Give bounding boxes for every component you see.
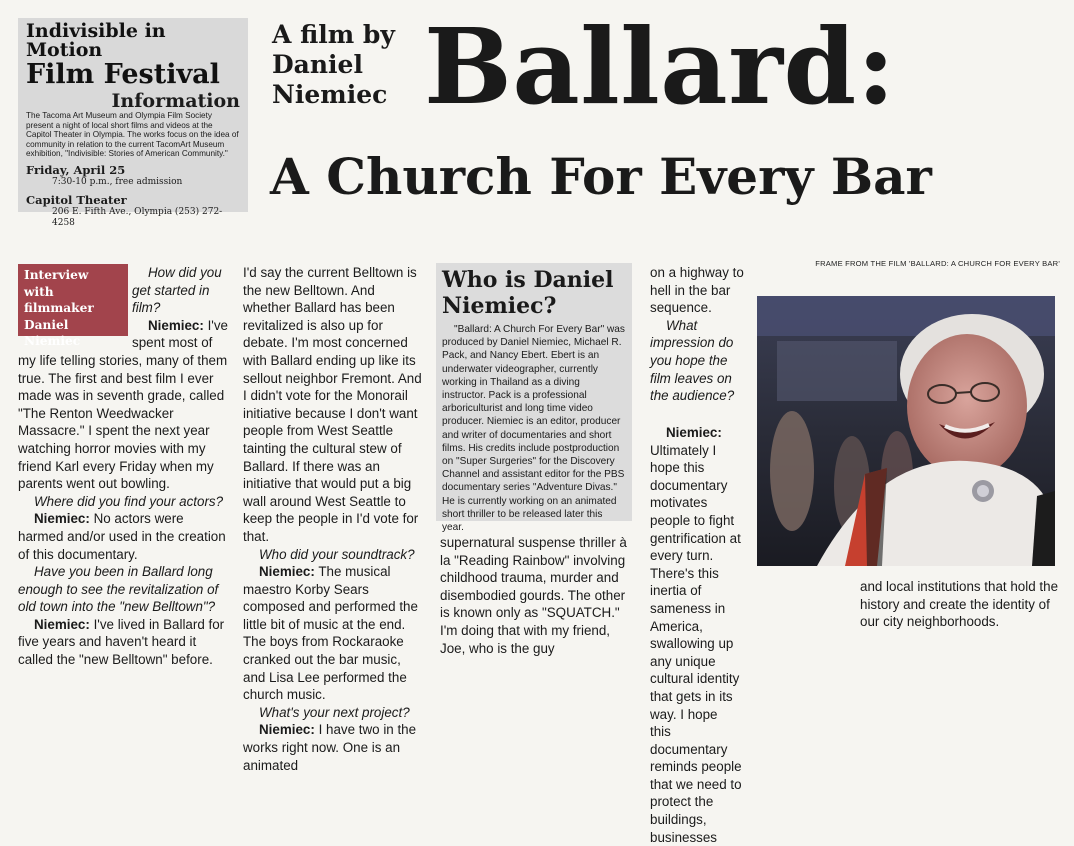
article-column-4	[650, 264, 745, 405]
answer-3-continued: I'd say the current Belltown is the new Belltown. And whether Ballard has been revitalized is also up for debate. I'm most concerned with Ballard ending up like its sellout neighbor Fremont. And I didn't vote for the Monorail initiative because I don't want people from West Seattle tainting the cultural stew of Ballard. If there was an initiative that would put a big wall around West Seattle to keep the people in I'd vote for that.	[243, 265, 422, 544]
sidebar-body: "Ballard: A Church For Every Bar" was produced by Daniel Niemiec, Michael R. Pack, and Nancy Ebert. Ebert is an underwater videographer, currently working in Thailand as a diving instructor. Pack is a professional arboriculturist and long time video producer. Niemiec is an editor, producer and writer of documentaries and short films. His credits include postproduction on "Super Surgeries" for the Discovery Channel and assistant editor for the PBS documentary series "Adventure Divas." He is currently working on an animated short thriller to be released later this year.	[442, 324, 625, 534]
speaker-label: Niemiec:	[666, 425, 722, 440]
speaker-label: Niemiec:	[34, 616, 90, 632]
question-6: What impression do you hope the film leaves on the audience?	[650, 317, 735, 404]
article-column-2	[243, 264, 423, 774]
answer-2	[18, 510, 228, 563]
interview-tag-line1: Interview with	[24, 268, 89, 299]
answer-5-continued: supernatural suspense thriller à la "Reading Rainbow" involving childhood trauma, murder and disembodied gourds. The other is known only as "SQUATCH." I'm doing that with my friend, Joe, who is the guy	[440, 535, 627, 656]
answer-4-text: The musical maestro Korby Sears composed and performed the little bit of music at the end. The boys from Rockaraoke cranked out the bar music, and Lisa Lee performed the church music.	[243, 564, 418, 703]
interview-tag-line4: Niemiec	[24, 334, 81, 348]
byline-line1: A film by	[272, 20, 395, 49]
festival-address: 206 E. Fifth Ave., Olympia (253) 272-4258	[52, 206, 223, 228]
answer-3-text: I've lived in Ballard for five years and haven't heard it called the "new Belltown" before.	[18, 616, 225, 668]
article-column-4-lower	[650, 424, 742, 846]
byline-line3: Niemiec	[272, 80, 388, 109]
sidebar-title: Who is Daniel Niemiec?	[442, 267, 614, 319]
question-4: Who did your soundtrack?	[259, 546, 415, 562]
interview-tag-line3: Daniel	[24, 317, 69, 332]
festival-date: Friday, April 25	[26, 162, 126, 177]
answer-1-text: I've spent most of my life telling stories, many of them true. The first and best film I ever made was in seventh grade, called "The Renton Weedwacker Massacre." I spent the next year watching horror movies with my friend Karl every Friday when my parents went out bowling.	[18, 317, 228, 492]
film-still-photo	[757, 296, 1055, 566]
film-still-image	[757, 296, 1055, 566]
answer-6-text: Ultimately I hope this documentary motivates people to fight gentrification at every turn. There's this inertia of sameness in America, swallowing up any unique cultural identity that gets in its way. I hope this documentary reminds people that we need to protect the buildings, businesses	[650, 442, 742, 845]
festival-title-line2: Film Festival	[26, 59, 220, 90]
headline-main: Ballard:	[424, 5, 896, 128]
answer-2-text: No actors were harmed and/or used in the creation of this documentary.	[18, 511, 226, 562]
answer-4	[243, 563, 423, 704]
headline-subtitle: A Church For Every Bar	[270, 147, 932, 206]
speaker-label: Niemiec:	[259, 564, 315, 580]
answer-5-text: I have two in the works right now. One is an animated	[243, 722, 417, 773]
byline	[272, 20, 422, 110]
answer-3	[18, 616, 228, 669]
byline-line2: Daniel	[272, 50, 363, 79]
festival-description: The Tacoma Art Museum and Olympia Film Society present a night of local short films and videos at the Capitol Theater in Olympia. The works focus on the idea of community in relation to the current TacomArt Museum exhibition, "Indivisible: Stories of American Community."	[26, 111, 239, 159]
speaker-label: Niemiec:	[34, 511, 90, 527]
speaker-label: Niemiec:	[259, 722, 315, 738]
article-column-6	[860, 578, 1060, 631]
article-column-3	[440, 534, 633, 657]
question-5: What's your next project?	[259, 704, 410, 720]
question-1: How did you get started in film?	[132, 265, 222, 316]
festival-info-heading: Information	[111, 90, 240, 112]
speaker-label: Niemiec:	[148, 317, 204, 333]
answer-6	[650, 424, 742, 846]
sidebar-who-is-box	[436, 263, 632, 534]
festival-venue: Capitol Theater	[26, 192, 127, 207]
festival-title-line1: Indivisible in Motion	[26, 20, 166, 61]
interview-tag-line2: filmmaker	[24, 301, 94, 315]
question-2: Where did you find your actors?	[34, 493, 224, 509]
festival-info-box	[18, 18, 248, 228]
photo-caption: FRAME FROM THE FILM 'BALLARD: A CHURCH FOR EVERY BAR'	[815, 259, 1060, 268]
question-3: Have you been in Ballard long enough to see the revitalization of old town into the "new Belltown"?	[18, 564, 219, 615]
answer-5-end: on a highway to hell in the bar sequence.	[650, 265, 744, 316]
festival-time: 7:30-10 p.m., free admission	[52, 176, 183, 187]
interview-tag	[18, 264, 128, 348]
answer-6-end: and local institutions that hold the history and create the identity of our city neighborhoods.	[860, 579, 1059, 630]
answer-5	[243, 721, 423, 774]
